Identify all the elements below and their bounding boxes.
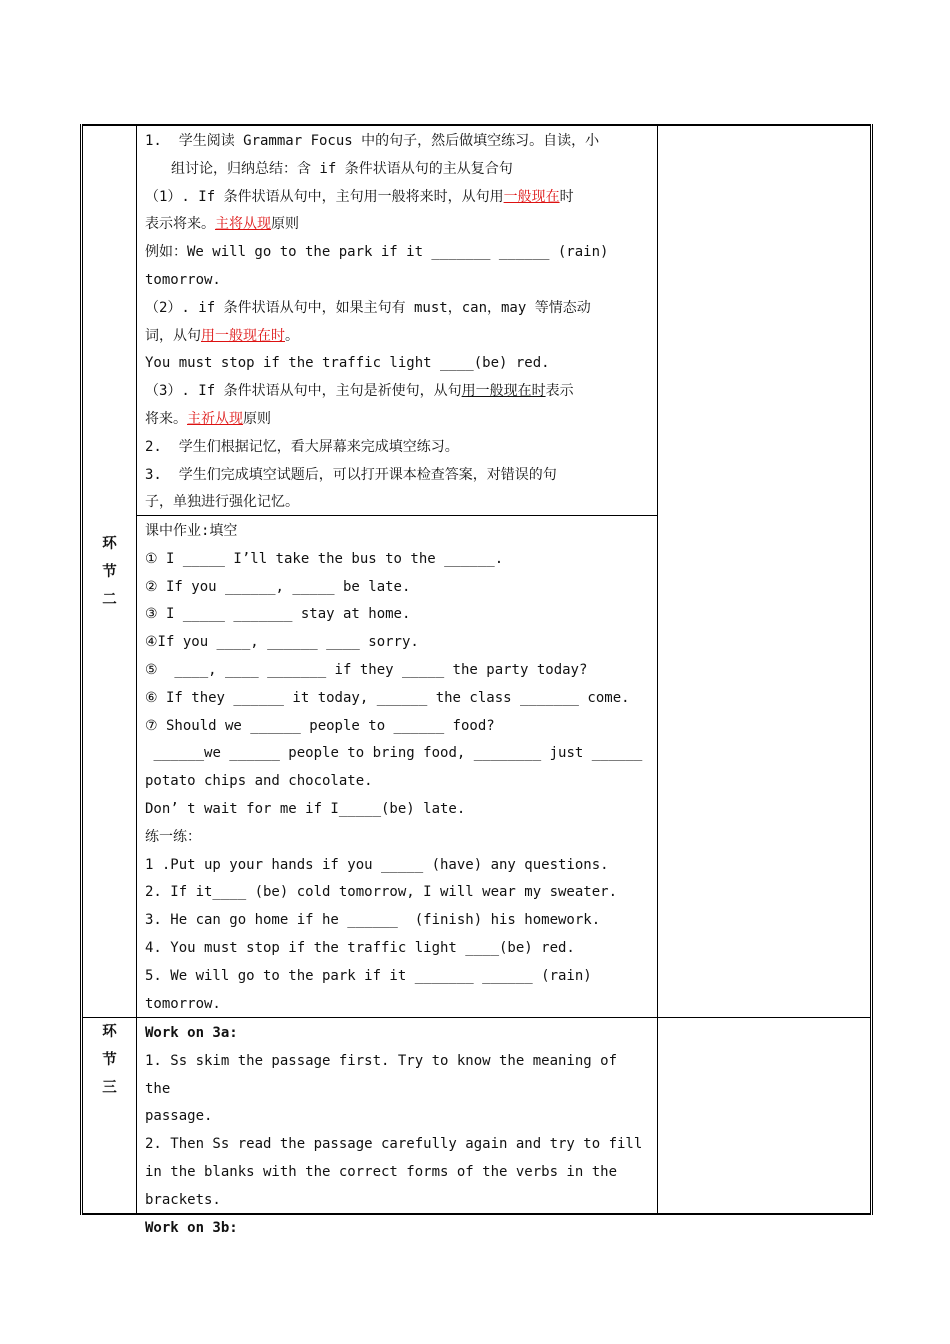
text-line: in the blanks with the correct forms of the verbs in the — [145, 1163, 618, 1180]
exercise-line: 练一练： — [145, 828, 201, 845]
section2-part1-cell — [137, 125, 658, 516]
line-text: 1. 学生阅读 Grammar Focus 中的句子，然后做填空练习。自读，小 — [145, 133, 600, 149]
text-line — [145, 156, 649, 184]
exercise-line: 1 .Put up your hands if you _____ (have) any questions. — [145, 856, 609, 873]
line-text: You must stop if the traffic light ____(be) red. — [145, 355, 550, 372]
highlighted-answer: 用一般现在时 — [201, 327, 285, 344]
text-line — [145, 295, 649, 323]
line-text: 将来。 — [145, 410, 187, 427]
section3-label-char: 节 — [102, 1052, 117, 1068]
exercise-line: potato chips and chocolate. — [145, 773, 373, 790]
section2-label-char: 二 — [102, 591, 117, 608]
line-text: 词，从句 — [145, 327, 201, 344]
exercise-line: ④If you ____, ______ ____ sorry. — [145, 634, 419, 651]
highlighted-answer: 主将从现 — [215, 216, 271, 233]
exercise-line: ③ I _____ _______ stay at home. — [145, 606, 411, 623]
section3-content — [137, 1018, 657, 1236]
section2-notes-cell — [658, 125, 872, 1018]
line-text: （1）. If 条件状语从句中，主句用一般将来时，从句用 — [145, 188, 504, 205]
text-line: brackets. — [145, 1191, 221, 1208]
line-text: 子，单独进行强化记忆。 — [145, 494, 299, 511]
section2-part2-content — [137, 516, 657, 1017]
exercise-line: 2. If it____ (be) cold tomorrow, I will wear my sweater. — [145, 884, 618, 901]
section2-label-char: 环 — [102, 535, 117, 552]
section3-label-char: 环 — [102, 1024, 117, 1040]
exercise-line: 4. You must stop if the traffic light ____(be) red. — [145, 939, 575, 956]
section3-notes-cell — [658, 1018, 872, 1215]
section3-label-cell — [82, 1018, 137, 1215]
line-text: 例如：We will go to the park if it _______ ______ (rain) — [145, 244, 609, 261]
highlighted-answer: 一般现在 — [503, 188, 560, 205]
exercise-line: 5. We will go to the park if it _______ ______ (rain) — [145, 967, 592, 984]
text-line — [145, 239, 649, 267]
line-text: 表示 — [545, 383, 574, 400]
section3-row — [82, 1018, 872, 1215]
exercise-line: tomorrow. — [145, 995, 221, 1012]
line-text: 2. 学生们根据记忆，看大屏幕来完成填空练习。 — [145, 438, 459, 455]
text-line — [145, 406, 649, 434]
line-text: 原则 — [243, 410, 271, 427]
line-text: tomorrow. — [145, 271, 221, 288]
lesson-plan-table — [80, 124, 873, 1236]
text-line — [145, 211, 649, 239]
line-text: 。 — [285, 327, 299, 344]
exercise-line: ⑥ If they ______ it today, ______ the class _______ come. — [145, 689, 630, 706]
section2-label-char: 节 — [102, 563, 117, 580]
text-line — [145, 462, 649, 490]
line-text: 原则 — [271, 216, 299, 233]
section2-part2-cell — [137, 516, 658, 1018]
exercise-line: 课中作业:填空 — [145, 523, 238, 539]
text-line — [145, 267, 649, 295]
highlighted-answer: 主祈从现 — [187, 410, 243, 427]
text-line — [145, 184, 649, 212]
section2-part1-content — [137, 126, 657, 515]
text-line: 2. Then Ss read the passage carefully again and try to fill — [145, 1136, 643, 1153]
text-line — [145, 323, 649, 351]
line-text: 组讨论，归纳总结：含 if 条件状语从句的主从复合句 — [171, 160, 513, 177]
section2-label-cell — [82, 125, 137, 1018]
exercise-line: ① I _____ I’ll take the bus to the ______. — [145, 550, 504, 567]
exercise-line: Don’ t wait for me if I_____(be) late. — [145, 800, 466, 817]
text-line — [145, 489, 649, 517]
text-line — [145, 434, 649, 462]
line-text: 3. 学生们完成填空试题后，可以打开课本检查答案，对错误的句 — [145, 466, 557, 483]
exercise-line: 3. He can go home if he ______ (finish) his homework. — [145, 912, 601, 929]
line-text: （2）. if 条件状语从句中，如果主句有 must，can，may 等情态动 — [145, 299, 591, 316]
text-line: 1. Ss skim the passage first. Try to know the meaning of the — [145, 1052, 626, 1097]
exercise-line: ⑦ Should we ______ people to ______ food? — [145, 717, 495, 734]
underlined-text: 用一般现在时 — [461, 383, 546, 400]
section-heading: Work on 3a: — [145, 1025, 238, 1041]
section3-content-cell — [137, 1018, 658, 1236]
text-line — [145, 350, 649, 378]
line-text: 表示将来。 — [145, 216, 215, 233]
section2-row-part1 — [82, 125, 872, 516]
section3-label-char: 三 — [102, 1080, 117, 1096]
line-text: 时 — [559, 188, 574, 205]
section-heading: Work on 3b: — [145, 1219, 238, 1236]
text-line — [145, 378, 649, 406]
text-line: passage. — [145, 1108, 213, 1125]
exercise-line: ② If you ______, _____ be late. — [145, 578, 411, 595]
exercise-line: ______we ______ people to bring food, ________ just ______ — [145, 745, 643, 762]
text-line — [145, 128, 649, 156]
line-text: （3）. If 条件状语从句中，主句是祈使句，从句 — [145, 383, 462, 400]
exercise-line: ⑤ ____, ____ _______ if they _____ the party today? — [145, 661, 588, 678]
